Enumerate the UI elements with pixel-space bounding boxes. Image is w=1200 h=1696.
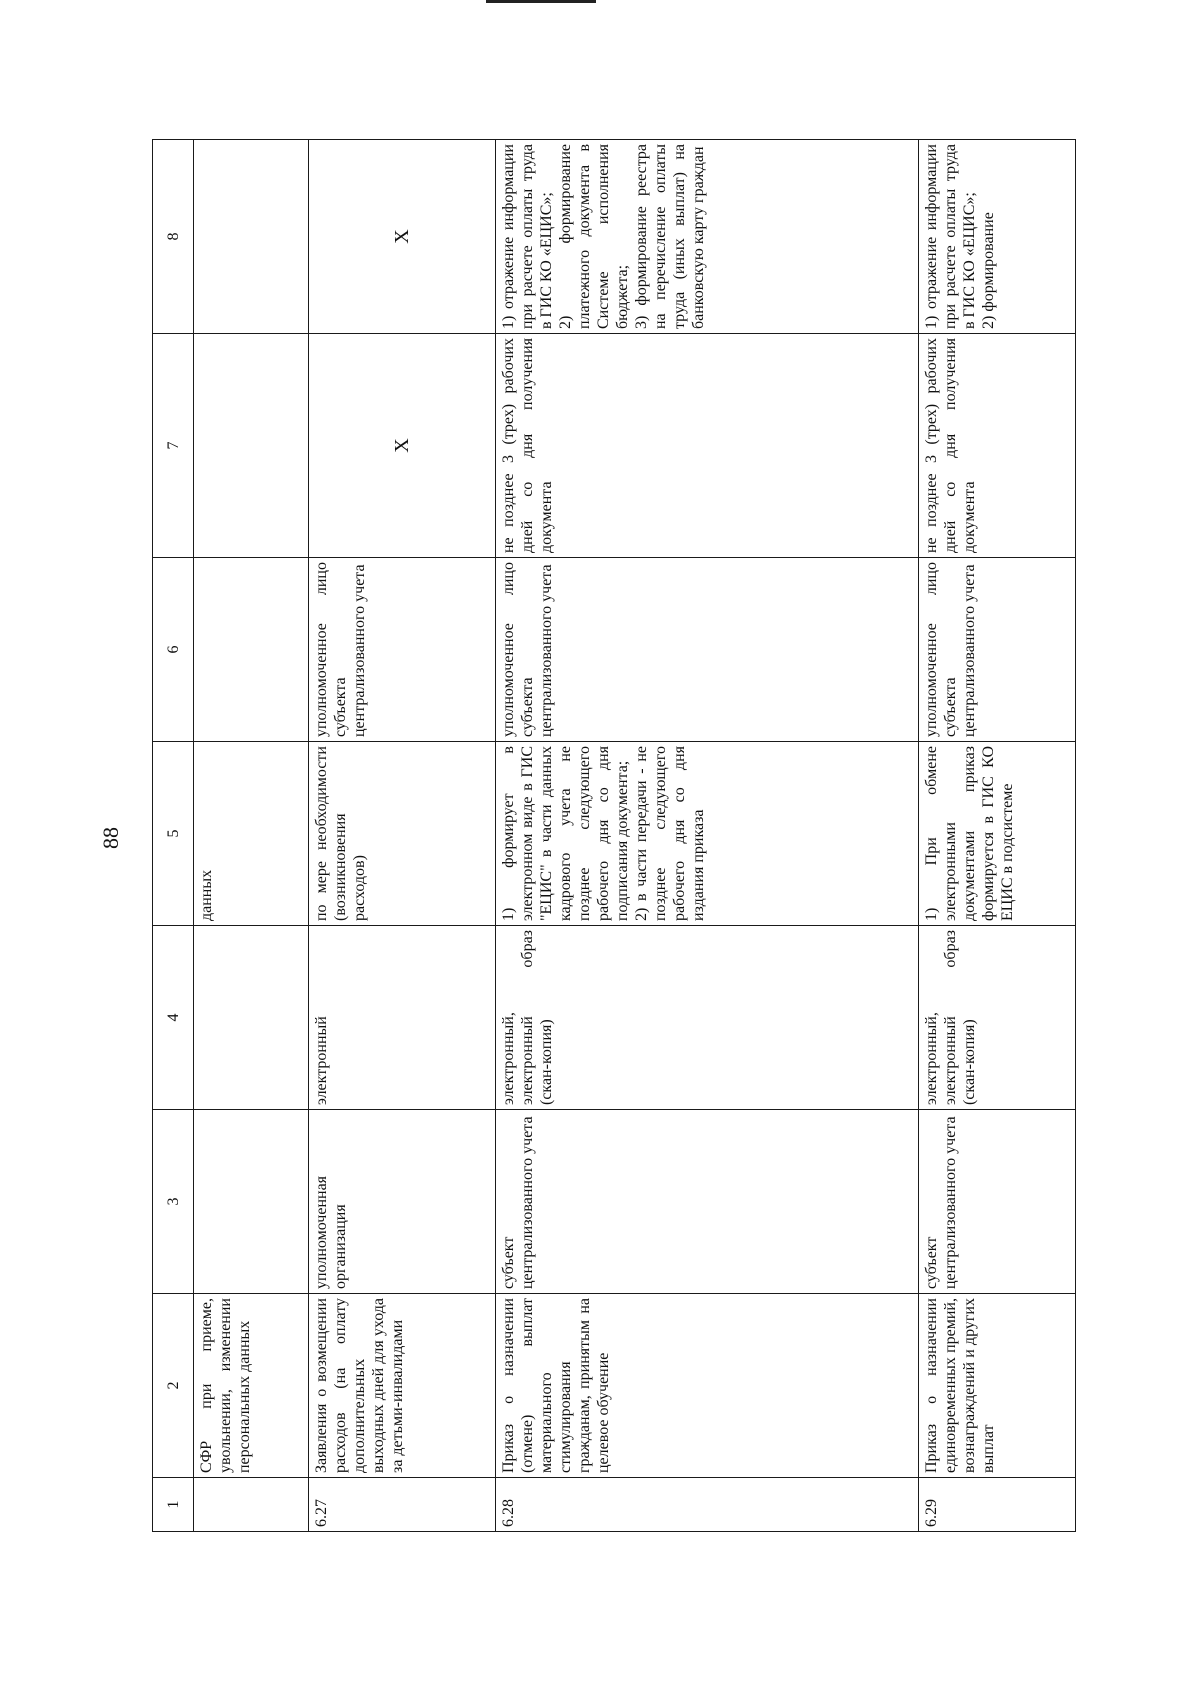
cell-result: Х [309, 140, 496, 334]
cell-document: СФР при приеме, увольнении, изменении персональных данных [194, 1294, 309, 1478]
cell-document: Приказ о назначении единовременных премий, вознаграждений и других выплат [919, 1294, 1076, 1478]
cell-result [194, 140, 309, 334]
cell-format: электронный, электронный образ (скан-копия) [919, 926, 1076, 1110]
cell-source: субъект централизованного учета [919, 1110, 1076, 1294]
cell-source: субъект централизованного учета [496, 1110, 919, 1294]
table-header-row [153, 140, 194, 1532]
page-number: 88 [98, 827, 123, 849]
cell-format: электронный, электронный образ (скан-копия) [496, 926, 919, 1110]
cell-format: электронный [309, 926, 496, 1110]
header-cell: 1 [153, 1478, 194, 1532]
cell-source [194, 1110, 309, 1294]
cell-processing-term: Х [309, 334, 496, 558]
cell-format [194, 926, 309, 1110]
header-cell: 4 [153, 926, 194, 1110]
header-cell: 6 [153, 558, 194, 742]
table-row [919, 140, 1076, 1532]
cell-result: 1) отражение информации при расчете оплаты труда в ГИС КО «ЕЦИС»; 2) формирование платежного документа в Системе исполнения бюджета; 3) формирование реестра на перечисление оплаты труда (иных выплат) на банковскую карту граждан [496, 140, 919, 334]
cell-document: Приказ о назначении (отмене) выплат материального стимулирования гражданам, принятым на целевое обучение [496, 1294, 919, 1478]
cell-recipient [194, 558, 309, 742]
cell-recipient: уполномоченное лицо субъекта централизованного учета [496, 558, 919, 742]
cell-deadline: данных [194, 742, 309, 926]
cell-processing-term: не позднее 3 (трех) рабочих дней со дня получения документа [919, 334, 1076, 558]
cell-number: 6.27 [309, 1478, 496, 1532]
rotated-table-sheet [152, 140, 1057, 1532]
document-table [152, 139, 1076, 1532]
cell-processing-term [194, 334, 309, 558]
cell-deadline: 1) При обмене электронными документами приказ формируется в ГИС КО ЕЦИС в подсистеме [919, 742, 1076, 926]
cell-recipient: уполномоченное лицо субъекта централизованного учета [309, 558, 496, 742]
header-cell: 7 [153, 334, 194, 558]
cell-processing-term: не позднее 3 (трех) рабочих дней со дня получения документа [496, 334, 919, 558]
cell-deadline: по мере необходимости (возникновения расходов) [309, 742, 496, 926]
header-cell: 2 [153, 1294, 194, 1478]
cell-result: 1) отражение информации при расчете оплаты труда в ГИС КО «ЕЦИС»; 2) формирование [919, 140, 1076, 334]
header-cell: 8 [153, 140, 194, 334]
cell-number: 6.29 [919, 1478, 1076, 1532]
table-row [496, 140, 919, 1532]
cell-number: 6.28 [496, 1478, 919, 1532]
cell-recipient: уполномоченное лицо субъекта централизованного учета [919, 558, 1076, 742]
header-cell: 5 [153, 742, 194, 926]
header-cell: 3 [153, 1110, 194, 1294]
table-row [309, 140, 496, 1532]
table-row [194, 140, 309, 1532]
cell-source: уполномоченная организация [309, 1110, 496, 1294]
cell-document: Заявления о возмещении расходов (на оплату дополнительных выходных дней для ухода за детьми-инвалидами [309, 1294, 496, 1478]
cell-deadline: 1) формирует в электронном виде в ГИС "ЕЦИС" в части данных кадрового учета не позднее следующего рабочего дня со дня подписания документа; 2) в части передачи - не позднее следующего рабочего дня со дня издания приказа [496, 742, 919, 926]
cell-number [194, 1478, 309, 1532]
scan-artifact-line [486, 0, 596, 3]
